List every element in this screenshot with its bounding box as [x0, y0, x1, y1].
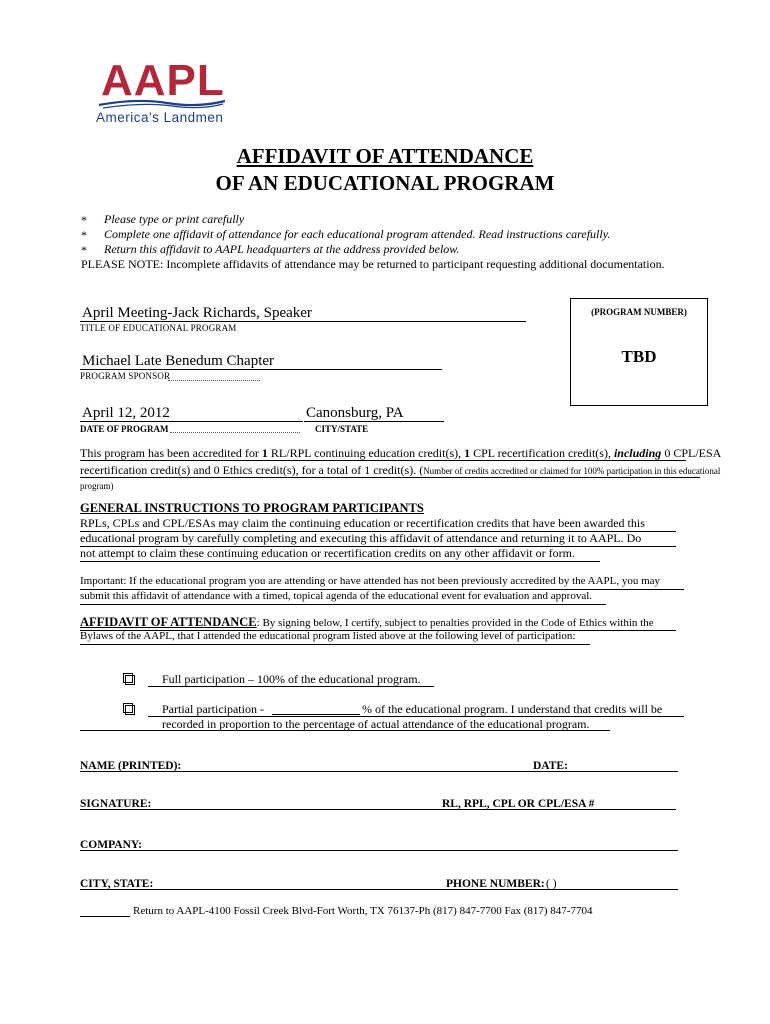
phone-label: PHONE NUMBER: [446, 878, 545, 890]
program-city-value[interactable]: Canonsburg, PA [306, 405, 404, 421]
instruction-item: Please type or print carefully [104, 212, 245, 226]
full-underline [148, 686, 434, 687]
program-title-label: TITLE OF EDUCATIONAL PROGRAM [80, 323, 237, 333]
phone-area-code[interactable]: ( ) [546, 878, 557, 890]
name-label: NAME (PRINTED): [80, 760, 182, 772]
accreditation-line2 [80, 463, 720, 478]
page-title: AFFIDAVIT OF ATTENDANCE [236, 144, 534, 168]
partial-participation-label-b: % of the educational program. I understand that credits will be [362, 702, 663, 716]
important-underline2 [80, 604, 606, 605]
general-line2: educational program by carefully completing and executing this affidavit of attendance and returning it to AAPL. Do [80, 531, 642, 545]
accreditation-line2-text: recertification credit(s) and 0 Ethics credit(s), for a total of 1 credit(s). ( [80, 463, 424, 477]
sponsor-dotted-line [168, 380, 260, 381]
program-date-label: DATE OF PROGRAM [80, 424, 169, 434]
rl-credit-count: 1 [261, 446, 268, 460]
accreditation-text-c: CPL recertification credit(s), [470, 446, 614, 460]
name-input[interactable] [80, 771, 678, 772]
please-note: PLEASE NOTE: Incomplete affidavits of attendance may be returned to participant requesting additional documentation. [81, 257, 665, 271]
program-number-label: (PROGRAM NUMBER) [591, 307, 687, 317]
program-title-value[interactable]: April Meeting-Jack Richards, Speaker [82, 305, 312, 321]
date-label: DATE: [533, 760, 568, 772]
general-line1: RPLs, CPLs and CPL/ESAs may claim the continuing education or recertification credits that have been awarded this [80, 516, 645, 530]
logo-wordmark: AAPL [101, 56, 225, 105]
program-city-label: CITY/STATE [315, 424, 369, 434]
partial-underline2 [80, 730, 610, 731]
full-participation-label: Full participation – 100% of the educational program. [162, 672, 421, 686]
program-sponsor-line [80, 369, 442, 370]
program-date-value[interactable]: April 12, 2012 [82, 405, 170, 421]
affidavit-heading: AFFIDAVIT OF ATTENDANCE [80, 615, 257, 629]
important-line1: Important: If the educational program you are attending or have attended has not been previously accredited by the AAPL, you may [80, 575, 661, 587]
accreditation-line1 [80, 446, 721, 461]
program-title-line [80, 321, 526, 322]
bullet-marker: * [81, 228, 87, 242]
partial-participation-label-c: recorded in proportion to the percentage of actual attendance of the educational program. [162, 717, 590, 731]
instruction-item: Complete one affidavit of attendance for each educational program attended. Read instructions carefully. [104, 227, 611, 241]
general-underline3 [80, 561, 600, 562]
program-number-box[interactable] [570, 298, 708, 406]
city-state-input[interactable] [80, 889, 678, 890]
instruction-item: Return this affidavit to AAPL headquarters at the address provided below. [104, 242, 460, 256]
logo-tagline: America's Landmen [96, 110, 224, 125]
cpl-credit-count: 1 [464, 446, 471, 460]
logo-swoosh-icon [97, 96, 227, 110]
footer-underline [80, 916, 130, 917]
general-heading: GENERAL INSTRUCTIONS TO PROGRAM PARTICIPANTS [80, 501, 424, 515]
including-emphasis: including [613, 446, 662, 460]
partial-participation-label-a: Partial participation - [162, 702, 264, 716]
program-sponsor-label: PROGRAM SPONSOR [80, 371, 171, 381]
date-dotted-line [170, 432, 300, 433]
accreditation-note2: program) [80, 481, 114, 491]
full-participation-checkbox[interactable] [125, 675, 135, 685]
program-city-line [304, 421, 444, 422]
signature-label: SIGNATURE: [80, 798, 152, 810]
accreditation-text-d: 0 CPL/ESA [661, 446, 722, 460]
affidavit-line1 [80, 615, 654, 630]
company-label: COMPANY: [80, 839, 142, 851]
program-date-line [80, 421, 303, 422]
partial-percent-input[interactable] [272, 714, 360, 715]
license-label: RL, RPL, CPL OR CPL/ESA # [442, 798, 595, 810]
program-sponsor-value[interactable]: Michael Late Benedum Chapter [82, 353, 275, 369]
return-address: Return to AAPL-4100 Fossil Creek Blvd-Fort Worth, TX 76137-Ph (817) 847-7700 Fax (817) 847-7704 [133, 905, 593, 917]
accreditation-underline [80, 460, 686, 461]
bullet-marker: * [81, 243, 87, 257]
affidavit-underline2 [80, 644, 590, 645]
accreditation-note: Number of credits accredited or claimed for 100% participation in this educational [423, 466, 721, 476]
accreditation-underline2 [80, 477, 700, 478]
important-line2: submit this affidavit of attendance with a timed, topical agenda of the educational event for evaluation and approval. [80, 590, 593, 602]
affidavit-line1-text: : By signing below, I certify, subject to penalties provided in the Code of Ethics within the [256, 617, 654, 629]
partial-participation-checkbox[interactable] [125, 705, 135, 715]
page-subtitle: OF AN EDUCATIONAL PROGRAM [215, 171, 555, 195]
city-state-label: CITY, STATE: [80, 878, 154, 890]
general-line3: not attempt to claim these continuing education or recertification credits on any other affidavit or form. [80, 546, 575, 560]
accreditation-text-b: RL/RPL continuing education credit(s), [267, 446, 465, 460]
company-input[interactable] [80, 850, 678, 851]
accreditation-text-a: This program has been accredited for [80, 446, 262, 460]
affidavit-line2: Bylaws of the AAPL, that I attended the educational program listed above at the following level of participation: [80, 630, 576, 642]
program-number-value: TBD [621, 347, 657, 366]
bullet-marker: * [81, 213, 87, 227]
